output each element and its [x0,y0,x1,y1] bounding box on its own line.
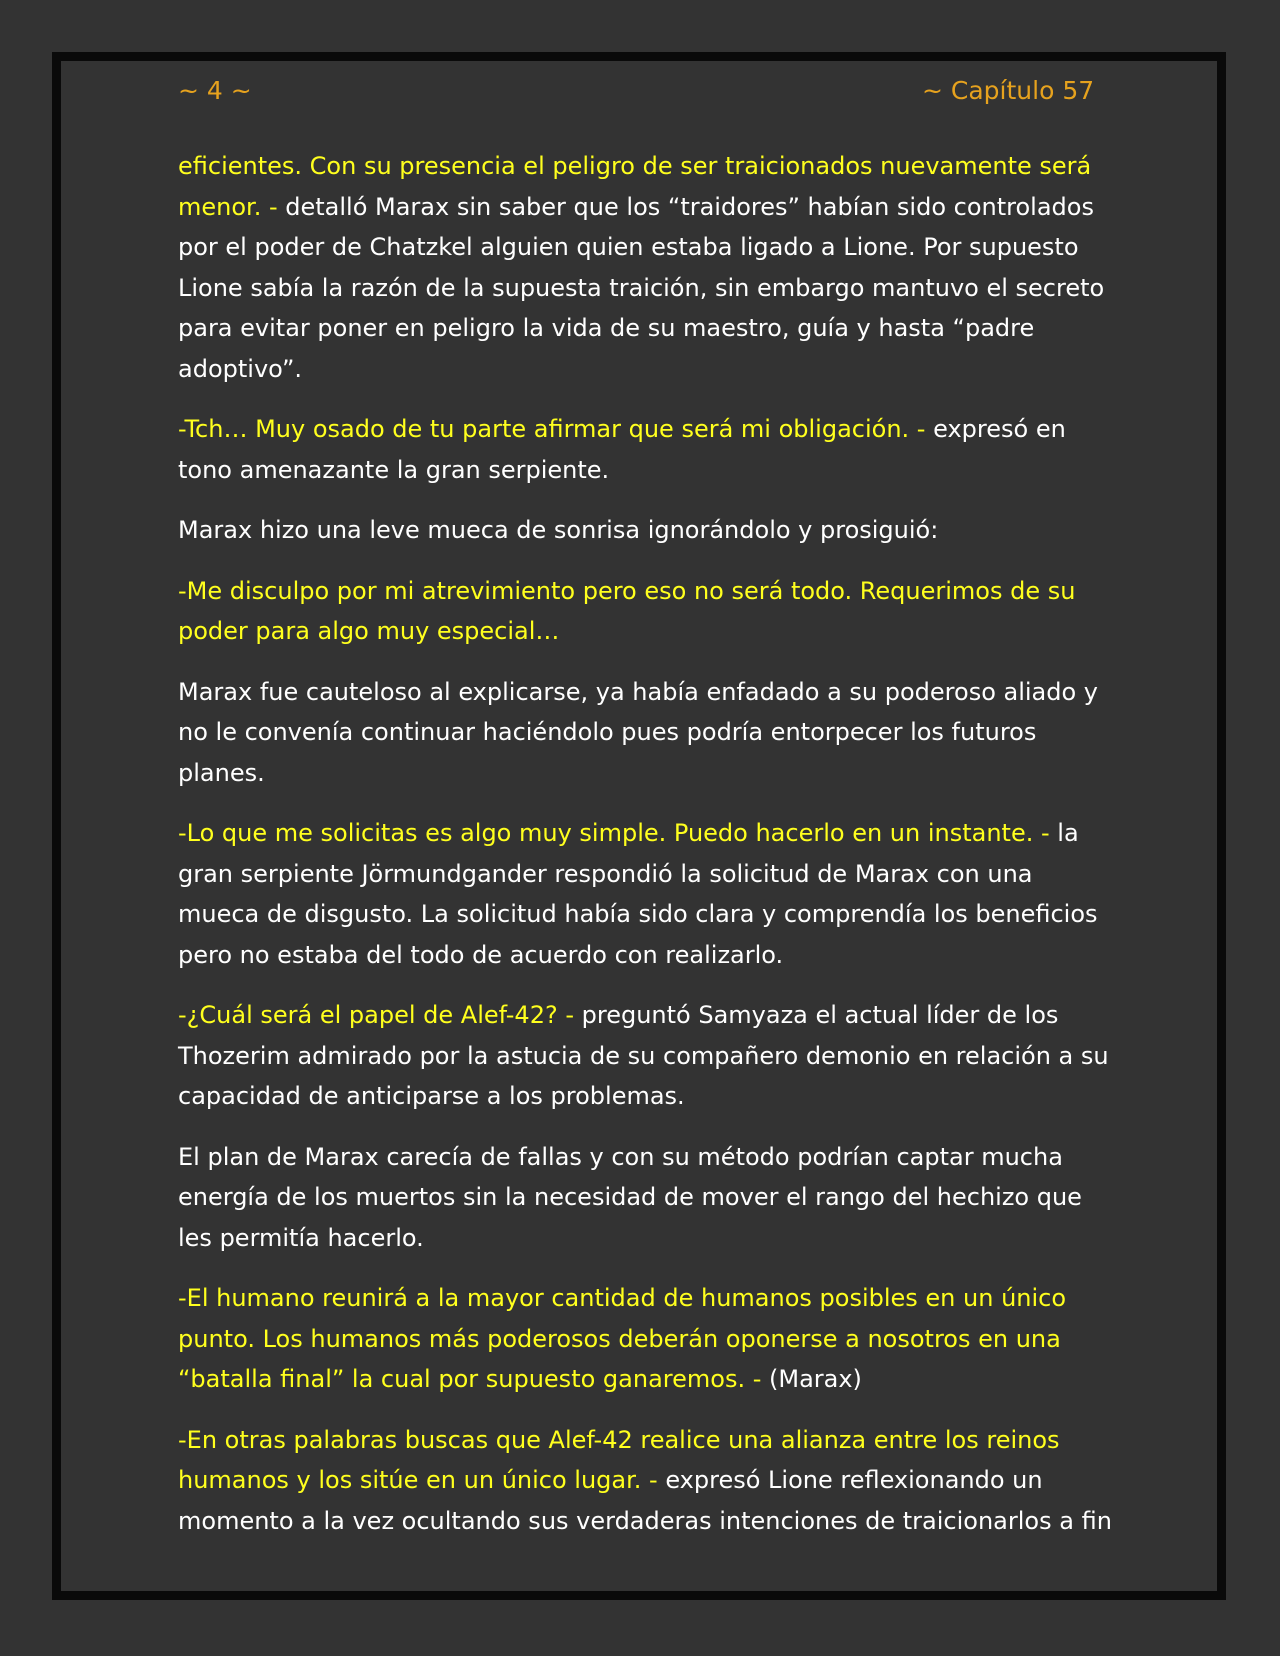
narration-text: la gran serpiente Jörmundgander respondió la solicitud de Marax con una mueca de disgusto. La solicitud había sido clara y comprendía los beneficios pero no estaba del todo de acuerdo con realizarlo. [178,819,1098,969]
narration-text: Marax fue cauteloso al explicarse, ya había enfadado a su poderoso aliado y no le convenía continuar haciéndolo pues podría entorpecer los futuros planes. [178,677,1099,787]
page-number: ~ 4 ~ [178,76,252,105]
narration-text: El plan de Marax carecía de fallas y con su método podrían captar mucha energía de los muertos sin la necesidad de mover el rango del hechizo que les permitía hacerlo. [178,1142,1082,1252]
paragraph [178,1278,1118,1400]
narration-text: expresó en tono amenazante la gran serpiente. [178,415,1066,484]
narration-text: Marax hizo una leve mueca de sonrisa ignorándolo y prosiguió: [178,516,939,544]
dialogue-text: eficientes. Con su presencia el peligro de ser traicionados nuevamente será menor. - [178,152,1092,221]
dialogue-text: -El humano reunirá a la mayor cantidad de humanos posibles en un único punto. Los humanos más poderosos deberán oponerse a nosotros en una “batalla final” la cual por supuesto ganaremos. - [178,1284,1067,1393]
paragraph [178,995,1118,1117]
paragraph [178,813,1118,975]
narration-text: detalló Marax sin saber que los “traidores” habían sido controlados por el poder de Chatzkel alguien quien estaba ligado a Lione. Por supuesto Lione sabía la razón de la supuesta traición, sin embargo mantuvo el secreto para evitar poner en peligro la vida de su maestro, guía y hasta “padre adoptivo”. [178,192,1105,383]
dialogue-text: -Lo que me solicitas es algo muy simple. Puedo hacerlo en un instante. - [178,819,1058,847]
page-body [178,146,1118,1561]
dialogue-text: -En otras palabras buscas que Alef-42 realice una alianza entre los reinos humanos y los sitúe en un único lugar. - [178,1425,1060,1494]
dialogue-text: -¿Cuál será el papel de Alef-42? - [178,1001,582,1029]
paragraph [178,146,1118,389]
paragraph [178,409,1118,490]
narration-text: expresó Lione reflexionando un momento a la vez ocultando sus verdaderas intenciones de traicionarlos a fin [178,1466,1112,1535]
narration-text: preguntó Samyaza el actual líder de los Thozerim admirado por la astucia de su compañero demonio en relación a su capacidad de anticiparse a los problemas. [178,1001,1109,1110]
dialogue-text: -Me disculpo por mi atrevimiento pero eso no será todo. Requerimos de su poder para algo muy especial… [178,576,1076,645]
dialogue-text: -Tch… Muy osado de tu parte afirmar que será mi obligación. - [178,415,934,443]
paragraph [178,1137,1118,1259]
paragraph [178,672,1118,794]
chapter-title: ~ Capítulo 57 [922,76,1095,105]
paragraph [178,1420,1118,1542]
narration-text: (Marax) [769,1365,862,1393]
paragraph [178,571,1118,652]
paragraph [178,510,1118,551]
